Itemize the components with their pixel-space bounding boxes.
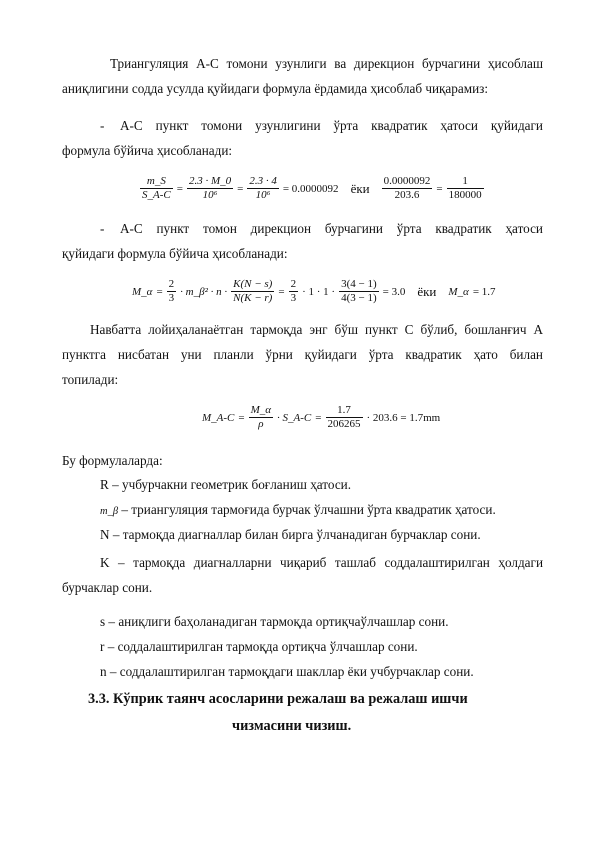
formula1-frac1: $\frac{2.3 \cdot M\_0}{\text{10⁶}}$ (188, 175, 232, 201)
item1-line2: формула бўйича ҳисобланади: (62, 143, 233, 158)
legend-k-line2: бурчаклар сони. (62, 580, 153, 595)
formula1-frac4: $\frac{1}{180000}$ (448, 175, 482, 201)
formula2-lhs: M_α (132, 285, 153, 298)
para1-line1: Триангуляция А-С томони узунлиги ва дирекцион бурчагини ҳисоблаш (110, 56, 543, 71)
para2-line2: пунктга нисбатан уни планли ўрни қуйидаги ўрта квадратик ҳато билан (62, 347, 543, 362)
formula3: M_A-C = $\frac{M\_\alpha}{\rho}$ · S_A-C = $\frac{1.7}{206265}$ · 203.6 = 1.7mm (202, 404, 441, 430)
legend-s: s – аниқлиги баҳоланадиган тармоқда ортиқчаўлчашлар сони. (100, 614, 449, 629)
item1-dash: - (100, 118, 105, 133)
formula1-frac3: $\frac{0.0000092}{203.6}$ (383, 175, 431, 201)
legend-n-big: N – тармоқда диагналлар билан бирга ўлчанадиган бурчаклар сони. (100, 527, 481, 542)
section-heading-line2: чизмасини чизиш. (232, 718, 352, 734)
para2-line1: Навбатта лойиҳаланаётган тармоқда энг бўш пункт С бўлиб, бошланғич А (90, 322, 543, 337)
para2-line3: топилади: (62, 372, 119, 387)
para1-line2: аниқлигини содда усулда қуйидаги формула ёрдамида ҳисоблаб чиқарамиз: (62, 81, 489, 96)
legend-intro: Бу формулаларда: (62, 453, 163, 468)
section-heading-line1: 3.3. Кўприк таянч асосларини режалаш ва режалаш ишчи (88, 691, 468, 707)
formula1-or: ёки (350, 180, 370, 196)
item2-line1: А-С пункт томон дирекцион бурчагини ўрта квадратик ҳатоси (120, 221, 543, 236)
legend-r-small: r – соддалаштирилган тармоқда ортиқча ўлчашлар сони. (100, 639, 418, 654)
legend-mb-symbol: m_β (100, 506, 119, 517)
item1-line1: А-С пункт томони узунлигини ўрта квадратик ҳатоси қуйидаги (120, 118, 543, 133)
formula1-lhs-frac: $\frac{m\_S}{S\_A-C}$ (142, 175, 171, 201)
formula2-or: ёки (417, 283, 437, 299)
formula1-result: = 0.0000092 (282, 182, 339, 195)
formula1: $\frac{m\_S}{S\_A-C}$ = $\frac{2.3 \cdot M\_0}{\text{10⁶}}$ = $\frac{2.3 \cdot 4}{\text{10⁶}}$ = 0.0000092 ёки $\frac{0.0000092}{203.6}$ = $\frac{1}{180000}$ (142, 175, 482, 201)
legend-k-line1: K – тармоқда диагналларни чиқариб ташлаб соддалаштирилган ҳолдаги (100, 555, 543, 570)
legend-r: R – учбурчакни геометрик боғланиш ҳатоси. (100, 477, 352, 492)
item2-dash: - (100, 221, 105, 236)
formula3-lhs: M_A-C (202, 411, 235, 424)
formula2: M_α = $\frac{2}{3}$ · m_β² · n · $\frac{K(N - s)}{N(K - r)}$ = $\frac{2}{3}$ · 1 · 1 · $\frac{3(4 - 1)}{4(3 - 1)}$ = 3.0 ёки M_α = 1.7 (132, 278, 496, 304)
item2-line2: қуйидаги формула бўйича ҳисобланади: (62, 246, 288, 261)
formula1-frac2: $\frac{2.3 \cdot 4}{\text{10⁶}}$ (249, 175, 277, 201)
legend-mb: m_β – триангуляция тармоғида бурчак ўлчашни ўрта квадратик ҳатоси. (100, 502, 496, 517)
legend-n-small: n – соддалаштирилган тармоқдаги шакллар ёки учбурчаклар сони. (100, 664, 474, 679)
